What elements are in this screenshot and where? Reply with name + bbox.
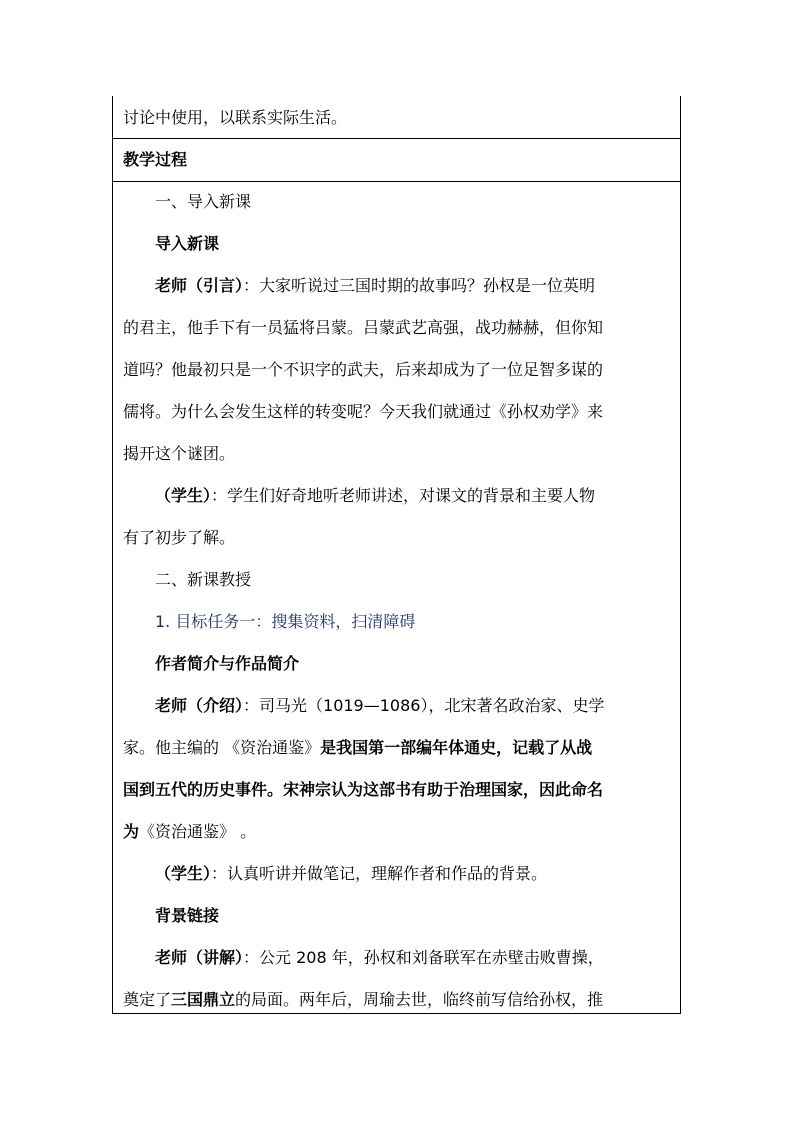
paragraph-line: 有了初步了解。 bbox=[123, 528, 236, 547]
text-segment-bold: 为 bbox=[123, 822, 140, 841]
speech-text: ：司马光（1019—1086），北宋著名政治家、史学 bbox=[243, 696, 605, 715]
lesson-table bbox=[112, 96, 681, 1014]
paragraph-line bbox=[155, 486, 675, 506]
text-segment-bold: 三国鼎立 bbox=[171, 990, 236, 1009]
speech-text: ：公元 208 年，孙权和刘备联军在赤壁击败曹操， bbox=[243, 948, 604, 967]
table-row-content bbox=[113, 182, 680, 1013]
text-segment-bold: 是我国第一部编年体通史，记载了从战 bbox=[320, 738, 593, 757]
paragraph-line bbox=[123, 990, 679, 1010]
speaker-label: 老师（介绍） bbox=[155, 696, 244, 715]
subheading-bold: 背景链接 bbox=[155, 906, 220, 925]
paragraph-line: 国到五代的历史事件。宋神宗认为这部书有助于治理国家，因此命名 bbox=[123, 780, 604, 799]
paragraph-line bbox=[155, 948, 675, 968]
paragraph-line bbox=[123, 738, 679, 758]
speaker-label: （学生） bbox=[155, 864, 212, 883]
paragraph-line: 儒将。为什么会发生这样的转变呢？今天我们就通过《孙权劝学》来 bbox=[123, 402, 604, 421]
text-segment: 的局面。两年后，周瑜去世，临终前写信给孙权，推 bbox=[235, 990, 604, 1009]
speaker-label: 老师（引言） bbox=[155, 276, 244, 295]
subheading-bold: 导入新课 bbox=[155, 234, 220, 253]
subheading-bold: 作者简介与作品简介 bbox=[155, 654, 300, 673]
text-segment: 家。他主编的 《资治通鉴》 bbox=[123, 738, 321, 757]
table-row-intro bbox=[113, 96, 680, 139]
speech-text: ：认真听讲并做笔记，理解作者和作品的背景。 bbox=[211, 864, 548, 883]
text-segment: 《资治通鉴》 。 bbox=[139, 822, 257, 841]
speaker-label: 老师（讲解） bbox=[155, 948, 244, 967]
task-heading: 1. 目标任务一：搜集资料，扫清障碍 bbox=[155, 612, 416, 631]
paragraph-line: 的君主，他手下有一员猛将吕蒙。吕蒙武艺高强，战功赫赫，但你知 bbox=[123, 318, 604, 337]
paragraph-line bbox=[155, 864, 675, 884]
subheading: 一、导入新课 bbox=[155, 192, 252, 211]
paragraph-line bbox=[155, 696, 675, 716]
speech-text: ：学生们好奇地听老师讲述，对课文的背景和主要人物 bbox=[211, 486, 596, 505]
table-row-heading bbox=[113, 139, 680, 182]
speaker-label: （学生） bbox=[155, 486, 212, 505]
text-line: 讨论中使用，以联系实际生活。 bbox=[123, 108, 348, 127]
paragraph-line bbox=[155, 276, 675, 296]
section-heading: 教学过程 bbox=[123, 150, 188, 169]
subheading: 二、新课教授 bbox=[155, 570, 252, 589]
paragraph-line bbox=[123, 822, 679, 842]
paragraph-line: 道吗？他最初只是一个不识字的武夫，后来却成为了一位足智多谋的 bbox=[123, 360, 604, 379]
text-segment: 奠定了 bbox=[123, 990, 172, 1009]
paragraph-line: 揭开这个谜团。 bbox=[123, 444, 236, 463]
speech-text: ：大家听说过三国时期的故事吗？孙权是一位英明 bbox=[243, 276, 596, 295]
